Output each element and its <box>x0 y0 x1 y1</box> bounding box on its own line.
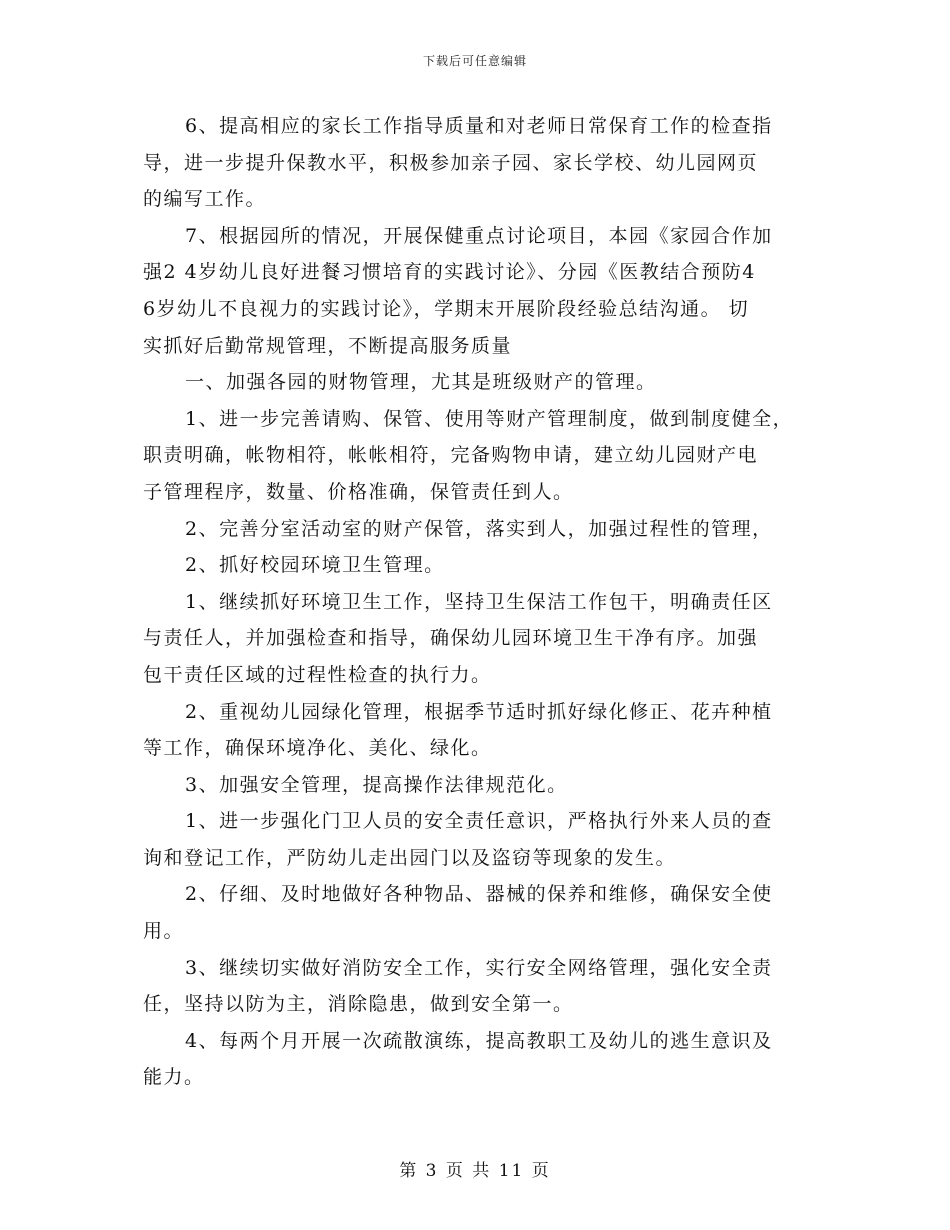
page-header-note: 下载后可任意编辑 <box>422 54 527 68</box>
text-line: 等工作，确保环境净化、美化、绿化。 <box>143 737 492 760</box>
text-line: 1、进一步强化门卫人员的安全责任意识，严格执行外来人员的查 <box>185 810 773 833</box>
text-line: 1、进一步完善请购、保管、使用等财产管理制度，做到制度健全， <box>185 407 794 430</box>
text-line: 6岁幼儿不良视力的实践讨论》，学期末开展阶段经验总结沟通。 切 <box>143 297 750 320</box>
paragraph-lines <box>143 108 823 1096</box>
text-line: 包干责任区域的过程性检查的执行力。 <box>143 663 492 686</box>
text-line: 强2 4岁幼儿良好进餐习惯培育的实践讨论》、分园《医教结合预防4 <box>143 261 756 284</box>
text-line: 6、提高相应的家长工作指导质量和对老师日常保育工作的检查指 <box>185 115 773 137</box>
text-line: 实抓好后勤常规管理，不断提高服务质量 <box>143 334 513 357</box>
document-body <box>143 108 823 1096</box>
text-line: 职责明确，帐物相符，帐帐相符，完备购物申请，建立幼儿园财产电 <box>143 444 759 467</box>
text-line: 4、每两个月开展一次疏散演练，提高教职工及幼儿的逃生意识及 <box>185 1029 773 1052</box>
text-line: 2、抓好校园环境卫生管理。 <box>185 554 445 577</box>
text-line: 2、重视幼儿园绿化管理，根据季节适时抓好绿化修正、花卉种植 <box>185 700 773 723</box>
text-line: 询和登记工作，严防幼儿走出园门以及盗窃等现象的发生。 <box>143 846 677 869</box>
text-line: 用。 <box>143 920 185 943</box>
text-line: 2、仔细、及时地做好各种物品、器械的保养和维修，确保安全使 <box>185 883 773 906</box>
page-number: 第 3 页 共 11 页 <box>399 1161 551 1181</box>
text-line: 1、继续抓好环境卫生工作，坚持卫生保洁工作包干，明确责任区 <box>185 590 773 613</box>
text-line: 2、完善分室活动室的财产保管，落实到人，加强过程性的管理， <box>185 517 773 540</box>
text-line: 导，进一步提升保教水平，积极参加亲子园、家长学校、幼儿园网页 <box>143 151 759 174</box>
text-line: 任，坚持以防为主，消除隐患，做到安全第一。 <box>143 993 574 1016</box>
text-line: 7、根据园所的情况，开展保健重点讨论项目，本园《家园合作加 <box>185 224 773 247</box>
text-line: 能力。 <box>143 1066 205 1089</box>
text-line: 一、加强各园的财物管理，尤其是班级财产的管理。 <box>185 371 657 394</box>
text-line: 子管理程序，数量、价格准确，保管责任到人。 <box>143 480 574 503</box>
text-line: 3、加强安全管理，提高操作法律规范化。 <box>185 773 568 796</box>
text-line: 的编写工作。 <box>143 188 267 211</box>
text-line: 与责任人，并加强检查和指导，确保幼儿园环境卫生干净有序。加强 <box>143 627 759 650</box>
text-line: 3、继续切实做好消防安全工作，实行安全网络管理，强化安全责 <box>185 956 773 979</box>
